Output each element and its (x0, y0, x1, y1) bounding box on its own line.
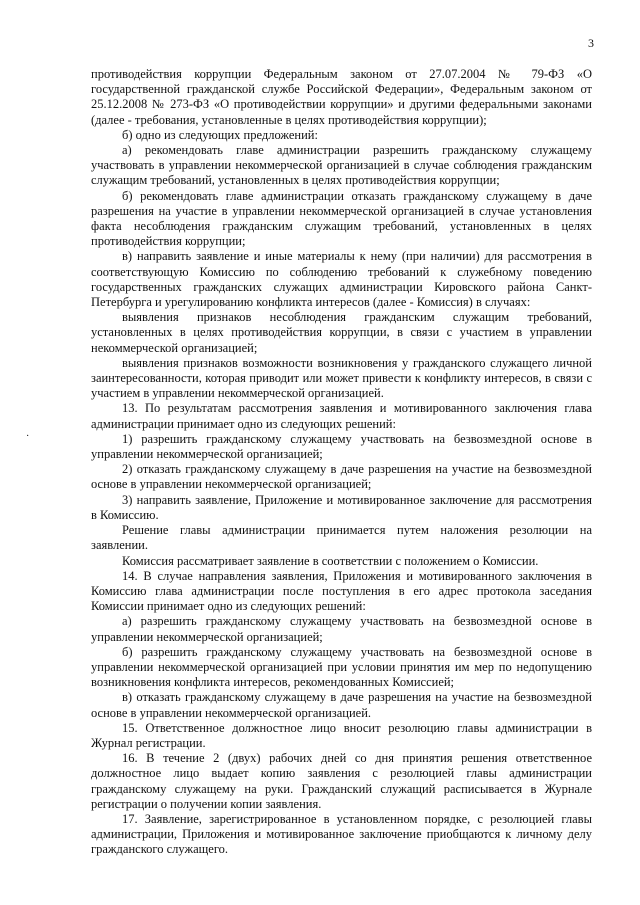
paragraph-13-3: 3) направить заявление, Приложение и мотивированное заключение для рассмотрения в Комиссию. (91, 492, 592, 522)
paragraph-commission: Комиссия рассматривает заявление в соответствии с положением о Комиссии. (122, 553, 539, 568)
paragraph-13-2: 2) отказать гражданскому служащему в даче разрешения на участие на безвозмездной основе в управлении некоммерческой организацией; (91, 462, 592, 492)
scan-speck: · (26, 431, 30, 442)
paragraph-17: 17. Заявление, зарегистрированное в установленном порядке, с резолюцией главы администрации, Приложения и мотивированное заключение приобщаются к личному делу гражданского служащего. (91, 811, 592, 857)
paragraph-14: 14. В случае направления заявления, Приложения и мотивированного заключения в Комиссию глава администрации после поступления в его адрес протокола заседания Комиссии принимает одно из следующих решений: (91, 568, 592, 614)
paragraph-13: 13. По результатам рассмотрения заявления и мотивированного заключения глава администрации принимает одно из следующих решений: (91, 401, 592, 431)
paragraph-case-conflict: выявления признаков возможности возникновения у гражданского служащего личной заинтересованности, которая приводит или может привести к конфликту интересов, в связи с участием в управлении некоммерческой организацией. (91, 355, 592, 401)
paragraph-14-a: а) разрешить гражданскому служащему участвовать на безвозмездной основе в управлении некоммерческой организацией; (91, 614, 592, 644)
paragraph-14-v: в) отказать гражданскому служащему в даче разрешения на участие на безвозмездной основе в управлении некоммерческой организацией. (91, 690, 592, 720)
paragraph-15: 15. Ответственное должностное лицо вносит резолюцию главы администрации в Журнал регистрации. (91, 720, 592, 750)
page-number: 3 (588, 36, 594, 50)
paragraph-subitem-a: а) рекомендовать главе администрации разрешить гражданскому служащему участвовать в управлении некоммерческой организацией в случае соблюдения гражданским служащим требований, установленных в целях противодействия коррупции; (91, 143, 592, 188)
paragraph-14-b: б) разрешить гражданскому служащему участвовать на безвозмездной основе в управлении некоммерческой организацией при условии принятия им мер по недопущению возникновения конфликта интересов, рекомендованных Комиссией; (91, 644, 592, 690)
paragraph-case-noncompliance: выявления признаков несоблюдения гражданским служащим требований, установленных в целях противодействия коррупции, в связи с участием в управлении некоммерческой организацией; (91, 310, 592, 355)
paragraph-resolution: Решение главы администрации принимается путем наложения резолюции на заявлении. (91, 523, 592, 553)
paragraph-continuation: противодействия коррупции Федеральным законом от 27.07.2004 № 79-ФЗ «О государственной гражданской службе Российской Федерации», Федеральным законом от 25.12.2008 № 273-ФЗ «О противодействии коррупции» и другими федеральными законами (далее - требования, установленные в целях противодействия коррупции); (91, 67, 592, 127)
document-body (91, 67, 592, 858)
paragraph-16: 16. В течение 2 (двух) рабочих дней со дня принятия решения ответственное должностное лицо выдает копию заявления с резолюцией главы администрации гражданскому служащему на руки. Гражданский служащий расписывается в Журнале регистрации о получении копии заявления. (91, 751, 592, 811)
paragraph-subitem-b: б) рекомендовать главе администрации отказать гражданскому служащему в даче разрешения на участие в управлении некоммерческой организацией в случае установления факта несоблюдения гражданским служащим требований, установленных в целях противодействия коррупции; (91, 188, 592, 249)
paragraph-item-b: б) одно из следующих предложений: (122, 127, 318, 142)
paragraph-13-1: 1) разрешить гражданскому служащему участвовать на безвозмездной основе в управлении некоммерческой организацией; (91, 431, 592, 462)
paragraph-subitem-v: в) направить заявление и иные материалы к нему (при наличии) для рассмотрения в соответствующую Комиссию по соблюдению требований к служебному поведению государственных гражданских служащих администрации Кировского района Санкт-Петербурга и урегулированию конфликта интересов (далее - Комиссия) в случаях: (91, 249, 592, 310)
